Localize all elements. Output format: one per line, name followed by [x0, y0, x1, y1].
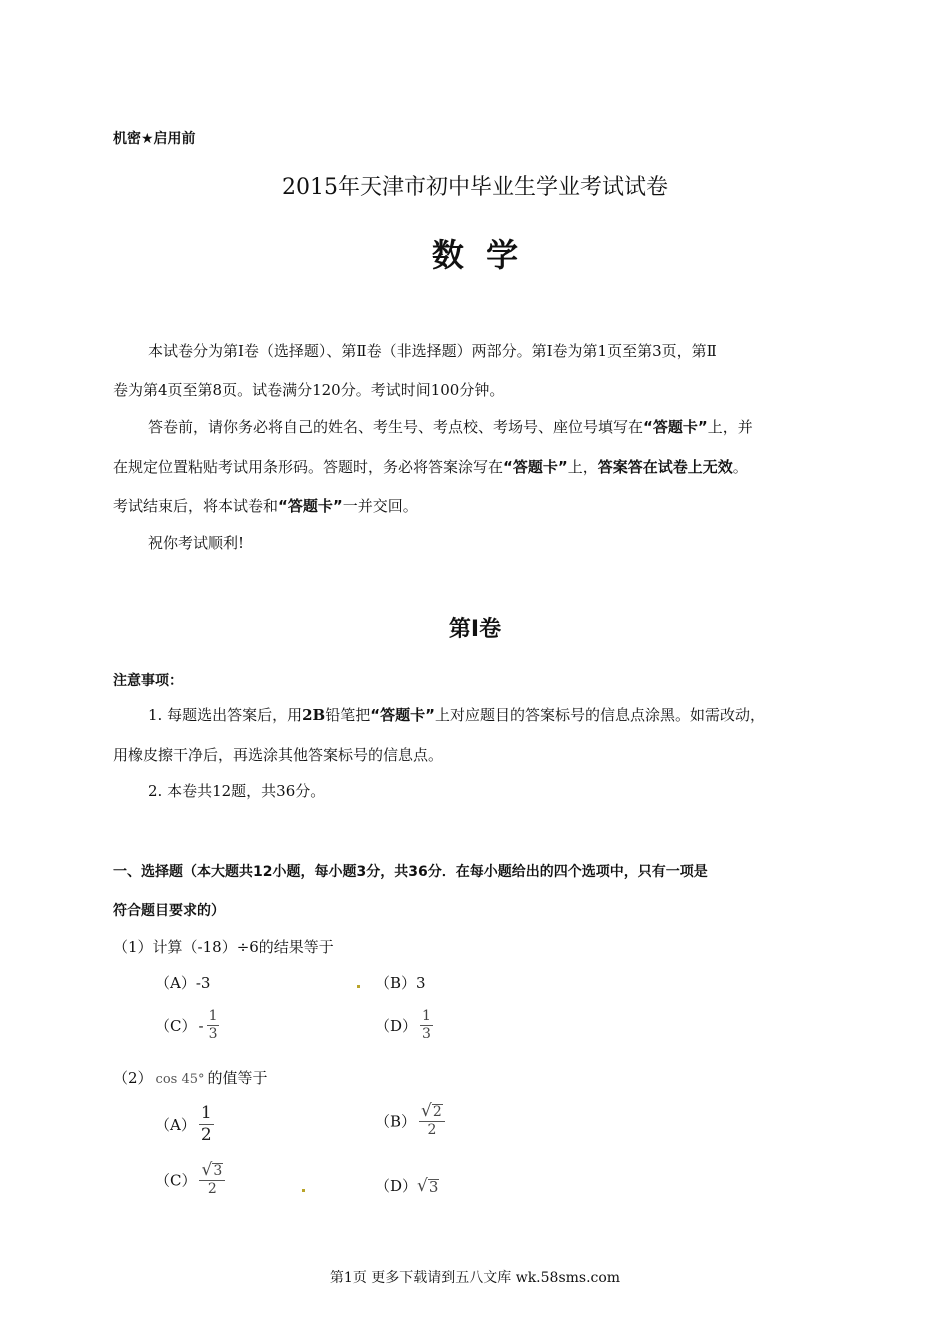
note-2: 2. 本卷共12题，共36分。	[148, 782, 326, 800]
option-label: （A）	[155, 1116, 196, 1134]
square-root	[201, 1162, 223, 1179]
radical-sign: √	[417, 1176, 428, 1196]
intro-line-4-mid: 上，	[567, 458, 598, 476]
question-stem-end: 的值等于	[207, 1069, 268, 1087]
notice-title: 注意事项：	[113, 673, 183, 689]
intro-line-5	[113, 495, 418, 516]
intro-line-3	[148, 416, 753, 437]
note-1-end: 上对应题目的答案标号的信息点涂黑。如需改动，	[434, 706, 765, 724]
question-1-option-d	[375, 1008, 436, 1043]
question-2-option-d	[375, 1175, 439, 1196]
note-1-line-2: 用橡皮擦干净后，再选涂其他答案标号的信息点。	[113, 746, 444, 764]
numerator: 1	[422, 1008, 431, 1024]
intro-line-3-end: 上，并	[707, 418, 753, 436]
option-label: （B）	[375, 974, 417, 992]
note-1-mid: 铅笔把	[325, 706, 371, 724]
radicand: 3	[428, 1178, 439, 1196]
denominator: 2	[207, 1181, 217, 1197]
intro-line-3-text: 答卷前，请你务必将自己的姓名、考生号、考点校、考场号、座位号填写在	[148, 418, 644, 436]
question-1-option-b	[375, 972, 426, 993]
fraction	[207, 1008, 220, 1043]
intro-line-2: 卷为第4页至第8页。试卷满分120分。考试时间100分钟。	[113, 381, 505, 399]
note-1	[148, 704, 765, 725]
confidential-label: 机密★启用前	[113, 131, 196, 147]
cos-expression: cos 45°	[155, 1072, 205, 1087]
section-heading: 一、选择题（本大题共12小题，每小题3分，共36分．在每小题给出的四个选项中，只有一项是	[113, 864, 708, 880]
note-1-text: 1. 每题选出答案后，用	[148, 706, 303, 724]
fraction	[420, 1008, 433, 1043]
question-1-option-c	[155, 1008, 222, 1043]
minus-sign: -	[198, 1016, 204, 1035]
question-2-stem	[113, 1067, 268, 1088]
fraction	[199, 1103, 214, 1146]
fraction	[199, 1162, 225, 1198]
option-value: 3	[416, 974, 426, 992]
good-luck-text: 祝你考试顺利!	[148, 534, 245, 552]
denominator: 2	[427, 1122, 437, 1138]
answer-card-term: “答题卡”	[643, 418, 708, 436]
option-label: （C）	[155, 1017, 197, 1035]
radical-sign: √	[421, 1101, 432, 1121]
exam-title: 2015年天津市初中毕业生学业考试试卷	[282, 175, 668, 200]
intro-line-5-text: 考试结束后，将本试卷和	[113, 497, 279, 515]
option-value: -3	[195, 974, 211, 992]
radicand: 2	[432, 1104, 442, 1120]
numerator	[419, 1103, 445, 1122]
page-footer: 第1页 更多下载请到五八文库 wk.58sms.com	[329, 1270, 621, 1286]
intro-line-4-text: 在规定位置粘贴考试用条形码。答题时，务必将答案涂写在	[113, 458, 504, 476]
numerator: 1	[200, 1103, 212, 1123]
option-label: （C）	[155, 1171, 197, 1190]
volume-title: 第Ⅰ卷	[448, 617, 502, 642]
square-root	[417, 1178, 439, 1195]
answer-card-term: “答题卡”	[503, 458, 568, 476]
stray-dot	[302, 1189, 305, 1192]
radicand: 3	[213, 1163, 223, 1179]
denominator: 3	[208, 1026, 218, 1042]
option-label: （B）	[375, 1112, 417, 1131]
option-label: （D）	[375, 1177, 418, 1195]
intro-line-5-end: 一并交回。	[342, 497, 418, 515]
section-heading-cont: 符合题目要求的）	[113, 903, 225, 919]
denominator: 3	[422, 1026, 431, 1042]
invalid-warning: 答案答在试卷上无效	[597, 458, 733, 476]
intro-line-4	[113, 456, 748, 477]
subject-title: 数 学	[431, 236, 519, 274]
intro-line-4-end: 。	[732, 458, 748, 476]
answer-card-term: “答题卡”	[278, 497, 343, 515]
question-2-option-a	[155, 1103, 217, 1146]
radical-sign: √	[201, 1160, 213, 1180]
numerator	[199, 1162, 225, 1181]
pencil-2b: 2B	[302, 706, 326, 724]
intro-line-1: 本试卷分为第Ⅰ卷（选择题）、第Ⅱ卷（非选择题）两部分。第Ⅰ卷为第1页至第3页，第Ⅱ	[148, 342, 717, 360]
option-label: （A）	[155, 974, 196, 992]
option-label: （D）	[375, 1017, 418, 1035]
square-root	[421, 1103, 443, 1120]
answer-card-term: “答题卡”	[370, 706, 435, 724]
question-2-option-b	[375, 1103, 448, 1139]
question-1-stem: （1）计算（-18）÷6的结果等于	[113, 938, 334, 956]
stray-dot	[357, 985, 360, 988]
question-1-option-a	[155, 972, 210, 993]
question-number: （2）	[113, 1069, 153, 1087]
denominator: 2	[200, 1125, 212, 1145]
fraction	[419, 1103, 445, 1139]
numerator: 1	[208, 1008, 218, 1024]
question-2-option-c	[155, 1162, 228, 1198]
